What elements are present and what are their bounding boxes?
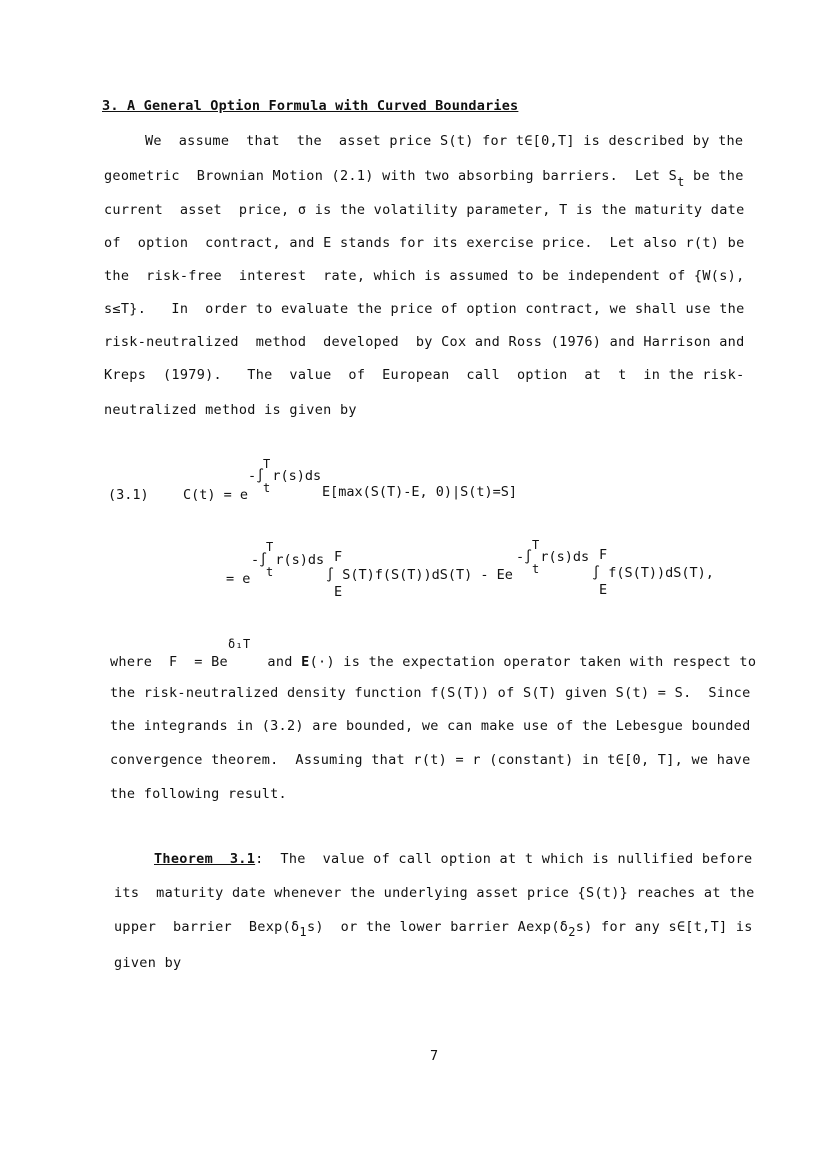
section-heading: 3. A General Option Formula with Curved Boundaries: [102, 98, 519, 114]
exponent-upper-limit: T: [263, 457, 271, 471]
page-number: 7: [430, 1048, 439, 1064]
text-line: the integrands in (3.2) are bounded, we can make use of the Lebesgue bounded: [110, 718, 751, 734]
expectation-symbol: E: [301, 654, 310, 670]
integral-upper-limit: F: [334, 549, 343, 565]
text-line: [110, 637, 757, 670]
text-line: [114, 919, 753, 939]
text-run: geometric Brownian Motion (2.1) with two absorbing barriers. Let S: [104, 168, 678, 184]
text-line: the risk-free interest rate, which is assumed to be independent of {W(s),: [104, 268, 745, 284]
subscript: 2: [568, 925, 576, 939]
text-run: where F = Be: [110, 654, 228, 670]
text-line: given by: [114, 955, 182, 971]
text-run: The value of call option at t which is nullified before: [263, 851, 753, 867]
text-line: convergence theorem. Assuming that r(t) = r (constant) in t∈[0, T], we have: [110, 752, 751, 768]
text-line: neutralized method is given by: [104, 402, 357, 418]
text-run: and: [250, 654, 302, 670]
subscript: t: [677, 175, 685, 189]
equation-number: (3.1): [108, 487, 149, 503]
superscript: δ₁T: [228, 637, 251, 651]
text-line: s≤T}. In order to evaluate the price of option contract, we shall use the: [104, 301, 745, 317]
theorem-title: Theorem 3.1: [154, 851, 256, 867]
integral-lower-limit: E: [334, 584, 343, 600]
exponent-lower-limit: t: [532, 562, 540, 576]
text-line: Kreps (1979). The value of European call option at t in the risk-: [104, 367, 745, 383]
text-run: :: [255, 851, 264, 867]
exponent-lower-limit: t: [266, 565, 274, 579]
text-line: the risk-neutralized density function f(S(T)) of S(T) given S(t) = S. Since: [110, 685, 751, 701]
text-line: the following result.: [110, 786, 287, 802]
exponent-integral: -∫ r(s)ds: [516, 549, 590, 565]
equation-prefix: = e: [226, 571, 251, 587]
equation-lhs: C(t) = e: [183, 487, 249, 503]
text-line: its maturity date whenever the underlying asset price {S(t)} reaches at the: [114, 885, 755, 901]
integral-expression: ∫ S(T)f(S(T))dS(T) - Ee: [326, 567, 513, 583]
text-run: upper barrier Bexp(δ: [114, 919, 300, 935]
exponent-integral: -∫ r(s)ds: [251, 552, 325, 568]
text-line: [154, 851, 752, 867]
exponent-lower-limit: t: [263, 481, 271, 495]
subscript: 1: [299, 925, 307, 939]
text-run: (·) is the expectation operator taken with respect to: [309, 654, 757, 670]
text-run: s) or the lower barrier Aexp(δ: [306, 919, 569, 935]
text-line: risk-neutralized method developed by Cox and Ross (1976) and Harrison and: [104, 334, 745, 350]
text-run: s) for any s∈[t,T] is: [575, 919, 753, 935]
integral-lower-limit: E: [599, 582, 608, 598]
exponent-upper-limit: T: [266, 540, 274, 554]
text-line: We assume that the asset price S(t) for t∈[0,T] is described by the: [145, 133, 744, 149]
integral-expression: ∫ f(S(T))dS(T),: [592, 565, 714, 581]
expectation-term: E[max(S(T)-E, 0)|S(t)=S]: [322, 484, 518, 500]
exponent-integral: -∫ r(s)ds: [248, 468, 322, 484]
integral-upper-limit: F: [599, 547, 608, 563]
exponent-upper-limit: T: [532, 538, 540, 552]
text-run: be the: [684, 168, 744, 184]
text-line: of option contract, and E stands for its exercise price. Let also r(t) be: [104, 235, 745, 251]
text-line: [104, 168, 744, 189]
text-line: current asset price, σ is the volatility parameter, T is the maturity date: [104, 202, 745, 218]
